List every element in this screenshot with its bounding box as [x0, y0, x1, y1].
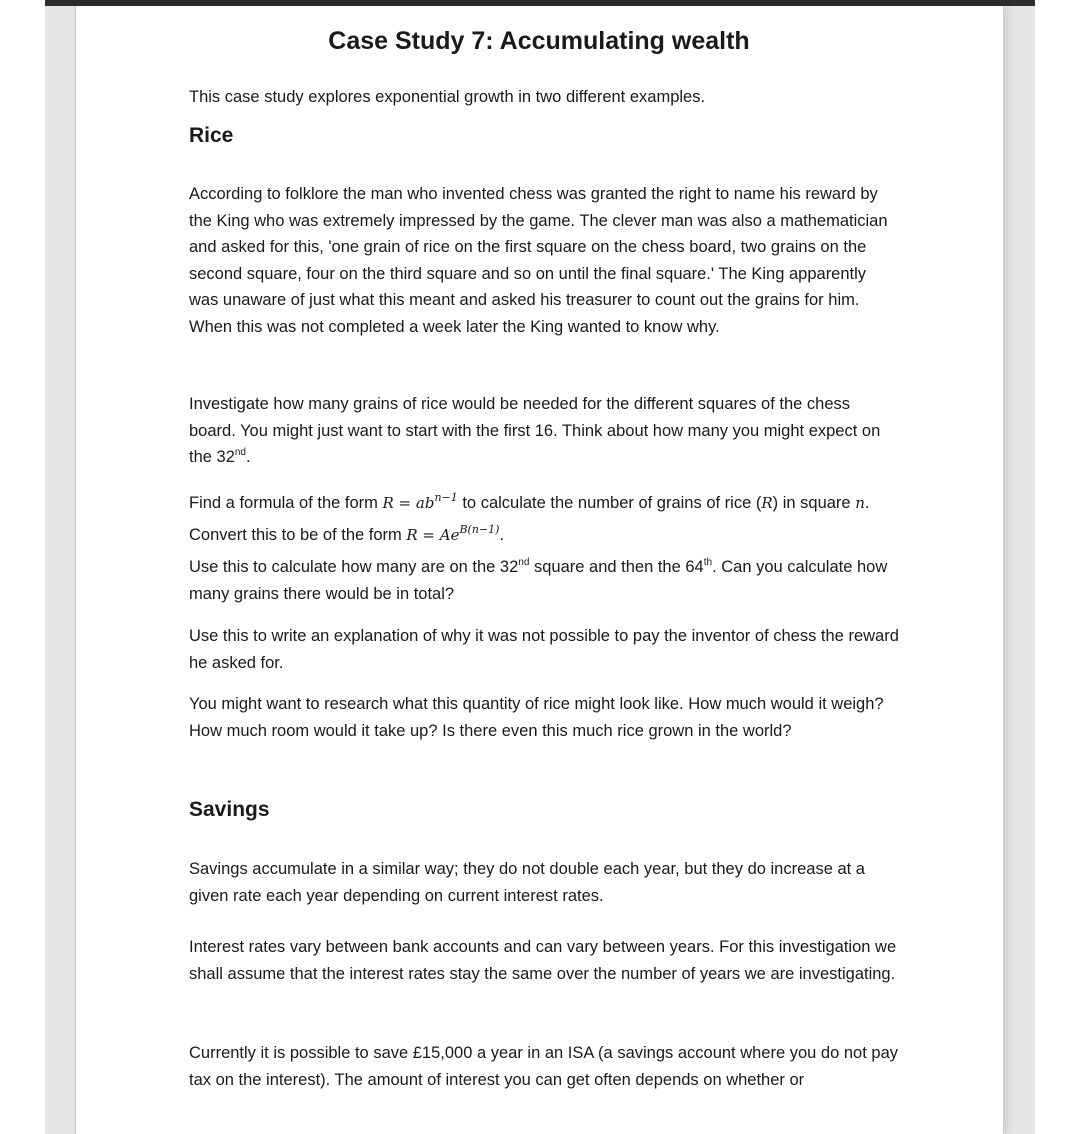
savings-paragraph-1: Savings accumulate in a similar way; they do not double each year, but they do increase at a given rate each year depending on current interest rates. [189, 860, 865, 905]
rice-paragraph-6: You might want to research what this quantity of rice might look like. How much would it weigh? How much room would it take up? Is there even this much rice grown in the world? [189, 695, 884, 740]
formula-2-exponent: B(n−1) [459, 522, 500, 536]
savings-heading: Savings [189, 798, 270, 821]
savings-paragraph-2: Interest rates vary between bank accounts and can vary between years. For this investigation we shall assume that the interest rates stay the same over the number of years we are investigating. [189, 938, 897, 983]
savings-paragraph-3: Currently it is possible to save £15,000 a year in an ISA (a savings account where you do not pay tax on the interest). The amount of interest you can get often depends on whether or [189, 1044, 898, 1089]
intro-paragraph: This case study explores exponential growth in two different examples. [189, 88, 706, 106]
formula-1-exponent: n−1 [434, 491, 458, 504]
formula-1 [382, 491, 458, 512]
text-span: . [499, 525, 505, 544]
rice-paragraph-4 [189, 554, 899, 607]
text-span: to calculate the number of grains of rice ( [457, 494, 762, 512]
formula-2-base: R = Ae [406, 525, 460, 544]
superscript-nd: nd [518, 557, 530, 568]
rice-paragraph-5: Use this to write an explanation of why it was not possible to pay the inventor of chess the reward he asked for. [189, 627, 899, 672]
superscript-th: th [703, 557, 713, 568]
text-span: Use this to calculate how many are on the 32 [189, 558, 519, 576]
page-title: Case Study 7: Accumulating wealth [328, 27, 750, 55]
rice-heading: Rice [189, 124, 234, 147]
text-span: ) in square [772, 494, 856, 512]
formula-2 [406, 522, 500, 544]
rice-paragraph-2-end: . [246, 448, 251, 466]
rice-paragraph-1: According to folklore the man who invented chess was granted the right to name his reward by the King who was extremely impressed by the game. The clever man was also a mathematician and asked for this, 'one grain of rice on the first square on the chess board, two grains on the second square, four on the third square and so on until the final square.' The King apparently was unaware of just what this meant and asked his treasurer to count out the grains for him. When this was not completed a week later the King wanted to know why. [189, 185, 888, 336]
text-span: square and then the 64 [529, 558, 704, 576]
rice-paragraph-2-text: Investigate how many grains of rice would be needed for the different squares of the chess board. You might just want to start with the first 16. Think about how many you might expect on the 32 [189, 395, 881, 466]
text-span: Find a formula of the form [189, 494, 383, 512]
superscript-nd: nd [234, 447, 246, 458]
document-page[interactable] [76, 6, 1003, 1134]
variable-r: R [761, 494, 773, 512]
text-span: . Can you calculate how many grains there would be in total? [189, 558, 888, 603]
formula-1-base: R = ab [382, 494, 435, 512]
rice-paragraph-3 [189, 485, 899, 548]
text-span: . Convert this to be of the form [189, 494, 870, 544]
rice-paragraph-2 [189, 391, 899, 471]
variable-n: n [855, 494, 865, 512]
